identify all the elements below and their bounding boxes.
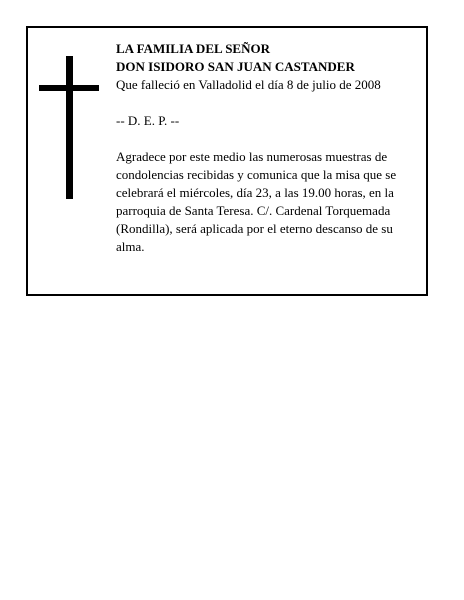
heading-line-deceased-name: DON ISIDORO SAN JUAN CASTANDER	[116, 59, 355, 74]
obituary-notice	[26, 26, 428, 296]
notice-text	[116, 40, 416, 256]
cross-vertical-bar	[66, 56, 73, 199]
heading-line-family: LA FAMILIA DEL SEÑOR	[116, 41, 270, 56]
cross-horizontal-bar	[39, 85, 99, 91]
message-paragraph: Agradece por este medio las numerosas muestras de condolencias recibidas y comunica que la misa que se celebrará el miércoles, día 23, a las 19.00 horas, en la parroquia de Santa Teresa. C/. Cardenal Torquemada (Rondilla), será aplicada por el eterno descanso de su alma.	[116, 149, 397, 254]
rip-line: -- D. E. P. --	[116, 113, 180, 128]
death-date-line: Que falleció en Valladolid el día 8 de julio de 2008	[116, 77, 381, 92]
